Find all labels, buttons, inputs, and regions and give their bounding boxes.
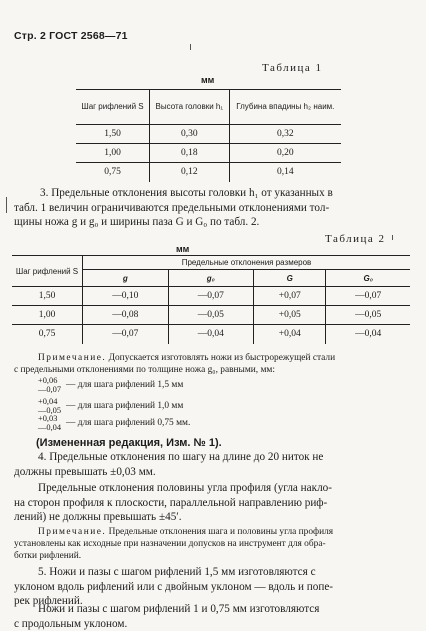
scan-artifact: [392, 235, 393, 240]
table2: [12, 255, 410, 344]
paragraph-line: 5. Ножи и пазы с шагом рифлений 1,5 мм изготовляются с: [38, 566, 316, 578]
table-cell: 0,75: [38, 329, 56, 340]
paragraph-line: уклоном вдоль рифлений или с двойным уклоном — вдоль и попе-: [14, 580, 334, 593]
paragraph-line: рек рифлений.: [14, 595, 83, 607]
tolerance-text: — для шага рифлений 0,75 мм.: [66, 418, 191, 428]
tolerance-upper: +0,03: [38, 414, 58, 423]
paragraph-4: [14, 450, 414, 479]
paragraph-line: на сторон профиля к плоскости, параллельной направлению риф-: [14, 496, 328, 509]
paragraph-half-angle: [14, 481, 414, 525]
table2-caption: Таблица 2: [325, 233, 386, 245]
note-line: [14, 352, 416, 364]
tolerance-item: [38, 414, 191, 432]
table2-header-step: Шаг рифлений S: [12, 256, 83, 287]
table-cell: 1,00: [104, 148, 121, 158]
paragraph-line: должны превышать ±0,03 мм.: [14, 465, 156, 478]
table-cell: —0,05: [326, 306, 410, 325]
table-cell: 0,20: [229, 144, 341, 163]
note-line: ботки рифлений.: [14, 551, 82, 561]
table-cell: 0,18: [150, 144, 230, 163]
tolerance-upper: +0,04: [38, 397, 58, 406]
table-cell: —0,07: [326, 287, 410, 306]
table-cell: +0,07: [254, 287, 326, 306]
table2-unit: мм: [176, 244, 190, 254]
table-row: [76, 144, 341, 163]
paragraph-3: [14, 186, 414, 230]
table-cell: 0,12: [150, 163, 230, 182]
table2-header-G0: G₀: [326, 270, 410, 287]
table-row: [76, 163, 341, 182]
paragraph-6: [14, 602, 414, 631]
note-line: [14, 526, 416, 538]
note-text: Предельные отклонения шага и половины угла профиля: [106, 527, 334, 537]
note-line: с предельными отклонениями по толщине ножа g₀, равными, мм:: [14, 365, 275, 375]
note-1: [14, 352, 416, 376]
tolerance-values: [38, 398, 64, 415]
table1-header-depth: Глубина впадины h₂ наим.: [229, 90, 341, 125]
scan-artifact: [190, 44, 191, 50]
table-cell: 0,30: [150, 125, 230, 144]
paragraph-line: Ножи и пазы с шагом рифлений 1 и 0,75 мм изготовляются: [38, 603, 320, 615]
tolerance-values: [38, 377, 64, 394]
table1-unit: мм: [201, 75, 215, 85]
paragraph-line: лений) не должны превышать ±45′.: [14, 511, 182, 523]
table-row: [12, 287, 410, 306]
table-cell: —0,04: [168, 325, 254, 344]
table-cell: 0,14: [229, 163, 341, 182]
table2-header-g0: g₀: [168, 270, 254, 287]
table-row: [76, 125, 341, 144]
table1-header-head-height: Высота головки h₁: [150, 90, 230, 125]
tolerance-text: — для шага рифлений 1,5 мм: [66, 380, 184, 390]
table1: [76, 89, 341, 182]
table-row: [12, 325, 410, 344]
note-2: [14, 526, 416, 562]
paragraph-line: с продольным уклоном.: [14, 617, 128, 630]
table-cell: 1,50: [104, 129, 121, 139]
table-cell: —0,08: [83, 306, 169, 325]
tolerance-item: [38, 397, 184, 415]
note-line: установлены как исходные при назначении допусков на инструмент для обра-: [14, 539, 326, 549]
amendment-note: (Измененная редакция, Изм. № 1).: [36, 437, 222, 449]
table-cell: 1,00: [38, 310, 56, 321]
page-header: Стр. 2 ГОСТ 2568—71: [14, 30, 128, 42]
table-cell: +0,05: [254, 306, 326, 325]
tolerance-lower: —0,04: [38, 422, 62, 432]
table-cell: 0,32: [229, 125, 341, 144]
tolerance-lower: —0,05: [38, 405, 62, 415]
table-cell: —0,04: [326, 325, 410, 344]
table-row: [12, 306, 410, 325]
tolerance-text: — для шага рифлений 1,0 мм: [66, 401, 184, 411]
table-cell: —0,07: [168, 287, 254, 306]
tolerance-lower: —0,07: [38, 384, 62, 394]
paragraph-line: 3. Предельные отклонения высоты головки h₁ от указанных в: [40, 187, 333, 199]
note-text: Допускается изготовлять ножи из быстрорежущей стали: [106, 353, 336, 363]
table-cell: —0,10: [83, 287, 169, 306]
table-cell: —0,07: [83, 325, 169, 344]
paragraph-line: табл. 1 величин ограничиваются предельными отклонениями тол-: [14, 201, 330, 214]
note-label: Примечание.: [38, 353, 107, 363]
paragraph-line: Предельные отклонения половины угла профиля (угла накло-: [38, 482, 332, 494]
table1-caption: Таблица 1: [262, 62, 323, 74]
tolerance-upper: +0,06: [38, 376, 58, 385]
paragraph-line: 4. Предельные отклонения по шагу на длине до 20 ниток не: [38, 451, 324, 463]
scan-artifact: [6, 197, 7, 213]
tolerance-values: [38, 415, 64, 432]
paragraph-line: щины ножа g и g₀ и ширины паза G и G₀ по табл. 2.: [14, 216, 260, 228]
table-cell: +0,04: [254, 325, 326, 344]
table-cell: —0,05: [168, 306, 254, 325]
table2-header-G: G: [254, 270, 326, 287]
table2-header-g: g: [122, 273, 128, 283]
tolerance-item: [38, 376, 184, 394]
table1-header-step: Шаг рифлений S: [81, 102, 144, 112]
table-cell: 0,75: [104, 167, 121, 178]
note-label: Примечание.: [38, 527, 107, 537]
table-cell: 1,50: [38, 291, 56, 302]
table2-header-group: Предельные отклонения размеров: [181, 258, 312, 267]
